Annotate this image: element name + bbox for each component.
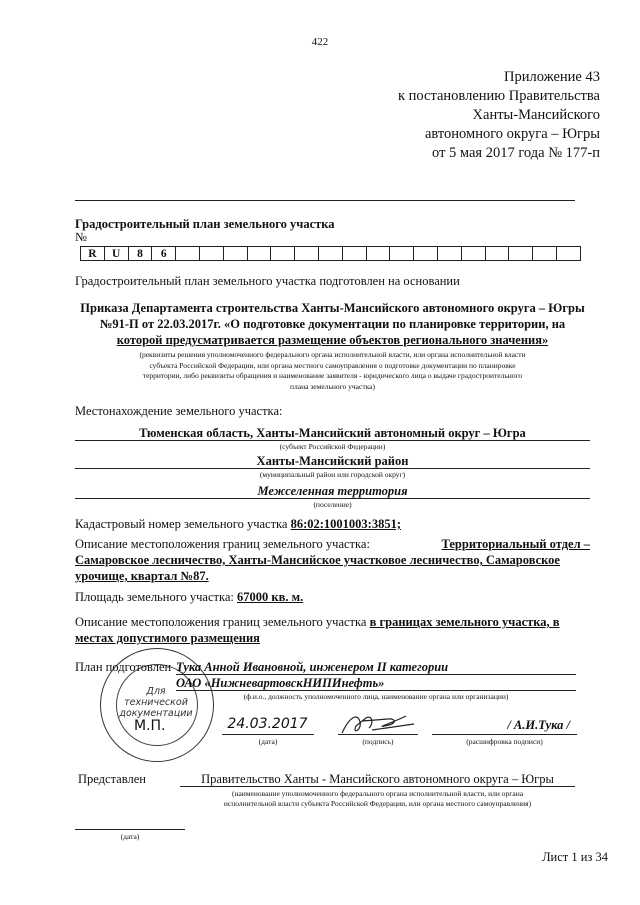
submitted-label: Представлен (78, 772, 146, 786)
plan-number-cell: U (104, 247, 128, 261)
boundaries-row-1 (75, 614, 590, 630)
prepared-by-2: ОАО «НижневартовскНИПИнефть» (176, 676, 385, 690)
order-note-line-1: (реквизиты решения уполномоченного федерального органа исполнительной власти, или органа исполнительной власти (139, 350, 526, 359)
signature-line (338, 734, 418, 735)
submitted-date-line (75, 829, 185, 830)
description-block (75, 536, 590, 584)
separator-line (75, 200, 575, 201)
sheet-counter: Лист 1 из 34 (542, 850, 608, 864)
cadastral-label: Кадастровый номер земельного участка (75, 517, 288, 531)
decoding-line (432, 734, 577, 735)
order-note (75, 350, 590, 392)
plan-number-cell (366, 247, 390, 261)
plan-number-cell (271, 247, 295, 261)
page-number: 422 (311, 36, 329, 48)
plan-number-cell (247, 247, 271, 261)
location-label: Местонахождение земельного участка: (75, 404, 283, 418)
submitted-note (180, 789, 575, 809)
prepared-by-1: Тука Анной Ивановной, инженером II категории (176, 660, 449, 674)
submitted-line (180, 786, 575, 787)
boundaries-value-1: в границах земельного участка, в (369, 615, 560, 629)
prepared-line-2 (176, 690, 576, 691)
order-note-line-2: субъекта Российской Федерации, или органа местного самоуправления о подготовке документации по планировке (149, 360, 516, 370)
district-note: (муниципальный район или городской округ) (259, 470, 406, 479)
boundaries-label: Описание местоположения границ земельного участка (75, 615, 367, 629)
submitted-note-line-2: исполнительной власти субъекта Российской Федерации, или органа местного самоуправления) (223, 799, 532, 808)
location-subject: Тюменская область, Ханты-Мансийский автономный округ – Югра (139, 426, 526, 440)
mp-label: М.П. (134, 718, 166, 734)
plan-number-label: № (75, 230, 87, 244)
cadastral-value: 86:02:1001003:3851; (290, 517, 402, 531)
prepared-by-note: (ф.и.о., должность уполномоченного лица, наименование органа или организации) (243, 692, 509, 701)
description-value-1: Территориальный отдел – (441, 537, 590, 551)
plan-number-cell (556, 247, 580, 261)
order-line-2: №91-П от 22.03.2017г. «О подготовке документации по планировке территории, на (99, 317, 566, 331)
basis-label: Градостроительный план земельного участка подготовлен на основании (75, 274, 460, 288)
plan-number-grid (80, 246, 581, 261)
prepared-label: План подготовлен (75, 660, 172, 674)
area-value: 67000 кв. м. (237, 590, 304, 604)
plan-number-cell: 6 (152, 247, 176, 261)
signature-note: (подпись) (362, 737, 394, 746)
appendix-block (398, 68, 600, 163)
boundaries-value-2: местах допустимого размещения (75, 631, 260, 645)
plan-number-cell (437, 247, 461, 261)
appendix-line-3: Ханты-Мансийского (472, 107, 600, 123)
plan-number-cell (533, 247, 557, 261)
plan-number-cell (461, 247, 485, 261)
stamp-line-1: Для (146, 686, 166, 697)
plan-number-cell (342, 247, 366, 261)
subject-note: (субъект Российской Федерации) (279, 442, 386, 451)
submitted-note-line-1: (наименование уполномоченного федерального органа исполнительной власти, или органа (231, 789, 524, 798)
plan-number-cell: R (81, 247, 105, 261)
plan-number-cell (295, 247, 319, 261)
order-line-3: которой предусматривается размещение объектов регионального значения» (116, 333, 549, 347)
submitted-value: Правительство Ханты - Мансийского автономного округа – Югры (201, 772, 554, 786)
appendix-line-5: от 5 мая 2017 года № 177-п (432, 145, 600, 161)
plan-number-cell (390, 247, 414, 261)
plan-number-cell (199, 247, 223, 261)
order-note-line-3: территории, либо реквизиты обращения и наименование заявителя - юридического лица о выдаче градостроительного (142, 371, 523, 380)
stamp-line-2: технической (124, 697, 188, 708)
order-text (75, 300, 590, 348)
boundaries-block (75, 614, 590, 646)
date-line (222, 734, 314, 735)
stamp-line-3: документации (119, 708, 193, 719)
cadastral-row (75, 517, 401, 532)
date-note: (дата) (258, 737, 278, 746)
district-line (75, 468, 590, 469)
decoding-value: / А.И.Тука / (507, 718, 570, 732)
decoding-note: (расшифровка подписи) (466, 737, 543, 746)
appendix-line-4: автономного округа – Югры (424, 126, 600, 142)
area-row (75, 590, 303, 605)
plan-number-cell (414, 247, 438, 261)
order-line-1: Приказа Департамента строительства Ханты-Мансийского автономного округа – Югры (80, 301, 585, 315)
location-district: Ханты-Мансийский район (256, 454, 409, 468)
subject-line (75, 440, 590, 441)
plan-number-cell (318, 247, 342, 261)
settlement-line (75, 498, 590, 499)
plan-number-cell: 8 (128, 247, 152, 261)
description-value-2: Самаровское лесничество, Ханты-Мансийское участковое лесничество, Самаровское (75, 553, 560, 567)
order-note-line-4: плана земельного участка) (290, 381, 375, 391)
plan-number-cell (485, 247, 509, 261)
plan-title: Градостроительный план земельного участка (75, 217, 335, 231)
appendix-line-1: Приложение 43 (504, 69, 600, 85)
plan-number-cell (509, 247, 533, 261)
submitted-date-note: (дата) (120, 832, 140, 841)
description-row-1 (75, 536, 590, 552)
area-label: Площадь земельного участка: (75, 590, 234, 604)
settlement-note: (поселение) (313, 500, 352, 509)
location-settlement: Межселенная территория (257, 484, 408, 498)
description-value-3: урочище, квартал №87. (75, 569, 209, 583)
date-value: 24.03.2017 (227, 716, 308, 732)
plan-number-cell (223, 247, 247, 261)
description-label: Описание местоположения границ земельного участка: (75, 537, 370, 551)
plan-number-cell (176, 247, 200, 261)
prepared-line-1 (176, 674, 576, 675)
appendix-line-2: к постановлению Правительства (398, 88, 600, 104)
